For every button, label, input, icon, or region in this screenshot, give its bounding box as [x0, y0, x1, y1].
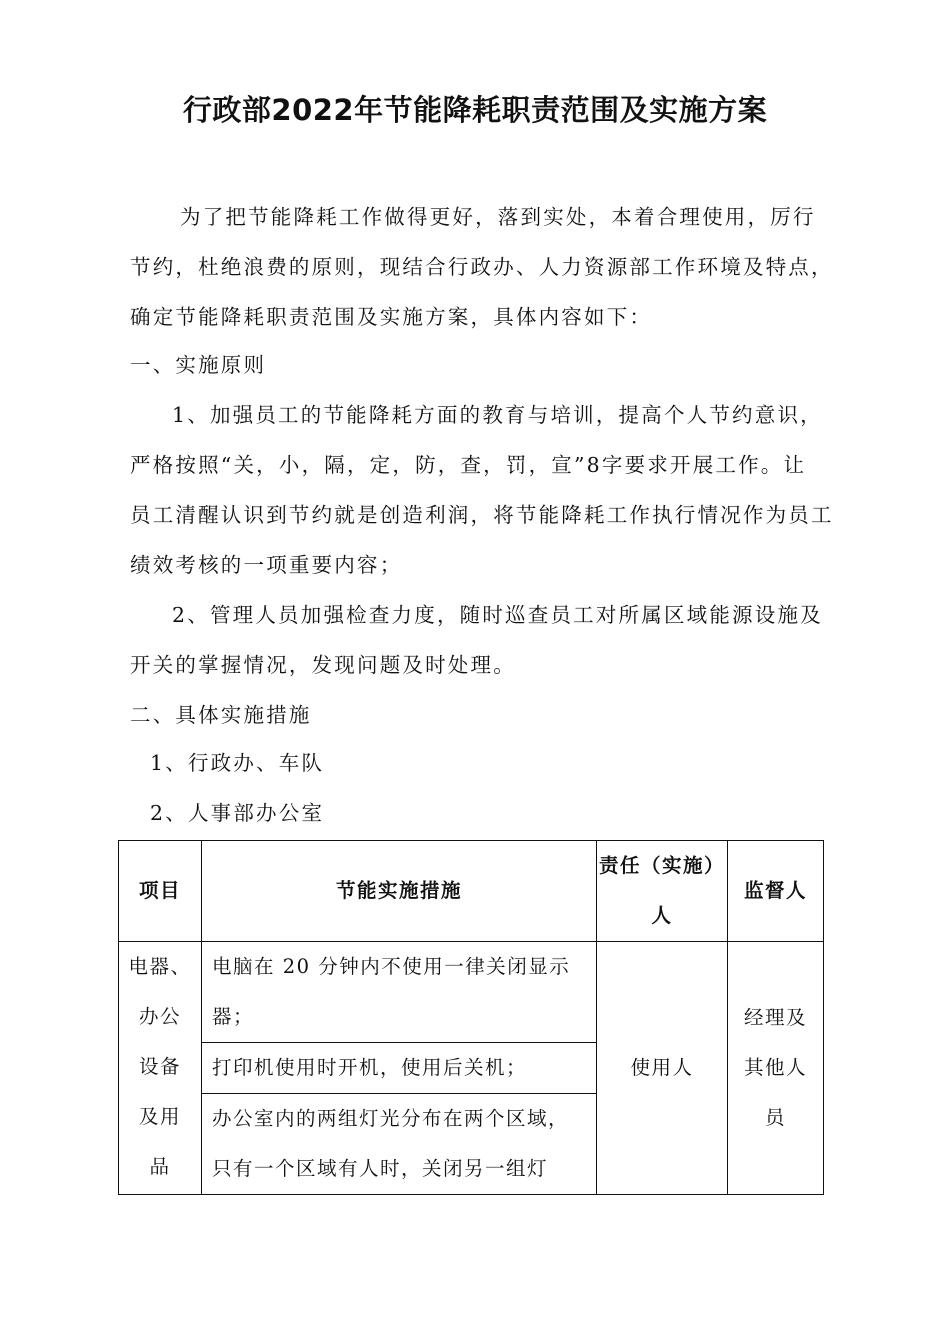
- header-responsible: [597, 841, 728, 942]
- header-measures: 节能实施措施: [202, 841, 597, 942]
- supervisor-line-1: 经理及: [743, 1006, 807, 1029]
- item-cell: [119, 942, 202, 1195]
- item-line-2: 办公: [138, 1005, 181, 1028]
- measure-1-line-2: 器；: [212, 1005, 255, 1028]
- measure-cell-lights: [202, 1094, 597, 1195]
- principle-1-line-1: 1、加强员工的节能降耗方面的教育与培训，提高个人节约意识，: [172, 403, 823, 427]
- document-title: 行政部2022年节能降耗职责范围及实施方案: [182, 93, 768, 127]
- measure-cell-computer: [202, 942, 597, 1043]
- measure-3-line-2: 只有一个区域有人时，关闭另一组灯: [212, 1157, 549, 1180]
- header-responsible-line-2: 人: [651, 904, 673, 927]
- section-heading-principles: 一、实施原则: [130, 353, 267, 377]
- measure-3-line-1: 办公室内的两组灯光分布在两个区域，: [212, 1107, 570, 1130]
- intro-line-1: 为了把节能降耗工作做得更好，落到实处，本着合理使用，厉行: [180, 205, 816, 229]
- measure-1-line-1: 电脑在 20 分钟内不使用一律关闭显示: [212, 955, 571, 978]
- supervisor-line-2: 其他人: [743, 1056, 807, 1079]
- header-supervisor: 监督人: [728, 841, 824, 942]
- intro-line-3: 确定节能降耗职责范围及实施方案，具体内容如下：: [130, 305, 653, 329]
- supervisor-line-3: 员: [764, 1106, 786, 1129]
- measure-2-line-1: 打印机使用时开机，使用后关机；: [212, 1056, 528, 1079]
- item-line-4: 及用: [138, 1105, 181, 1128]
- item-line-3: 设备: [138, 1055, 181, 1078]
- principle-1-line-3: 员工清醒认识到节约就是创造利润，将节能降耗工作执行情况作为员工: [130, 503, 834, 527]
- principle-2-line-1: 2、管理人员加强检查力度，随时巡查员工对所属区域能源设施及: [172, 603, 823, 627]
- principle-1-line-4: 绩效考核的一项重要内容；: [130, 553, 403, 577]
- measure-item-2: 2、人事部办公室: [150, 801, 325, 825]
- energy-measures-table: [118, 840, 824, 1195]
- item-line-1: 电器、: [128, 955, 192, 978]
- supervisor-cell: [728, 942, 824, 1195]
- measure-cell-printer: [202, 1043, 597, 1094]
- item-line-5: 品: [149, 1155, 171, 1178]
- section-heading-measures: 二、具体实施措施: [130, 703, 312, 727]
- principle-1-line-2: 严格按照“关，小，隔，定，防，查，罚，宣”8字要求开展工作。让: [130, 453, 807, 477]
- table-header-row: [119, 841, 824, 942]
- header-item: 项目: [119, 841, 202, 942]
- intro-line-2: 节约，杜绝浪费的原则，现结合行政办、人力资源部工作环境及特点，: [130, 255, 834, 279]
- table-row: [119, 942, 824, 1043]
- header-responsible-line-1: 责任（实施）: [598, 854, 725, 877]
- principle-2-line-2: 开关的掌握情况，发现问题及时处理。: [130, 653, 516, 677]
- responsible-cell: 使用人: [597, 942, 728, 1195]
- measure-item-1: 1、行政办、车队: [150, 751, 325, 775]
